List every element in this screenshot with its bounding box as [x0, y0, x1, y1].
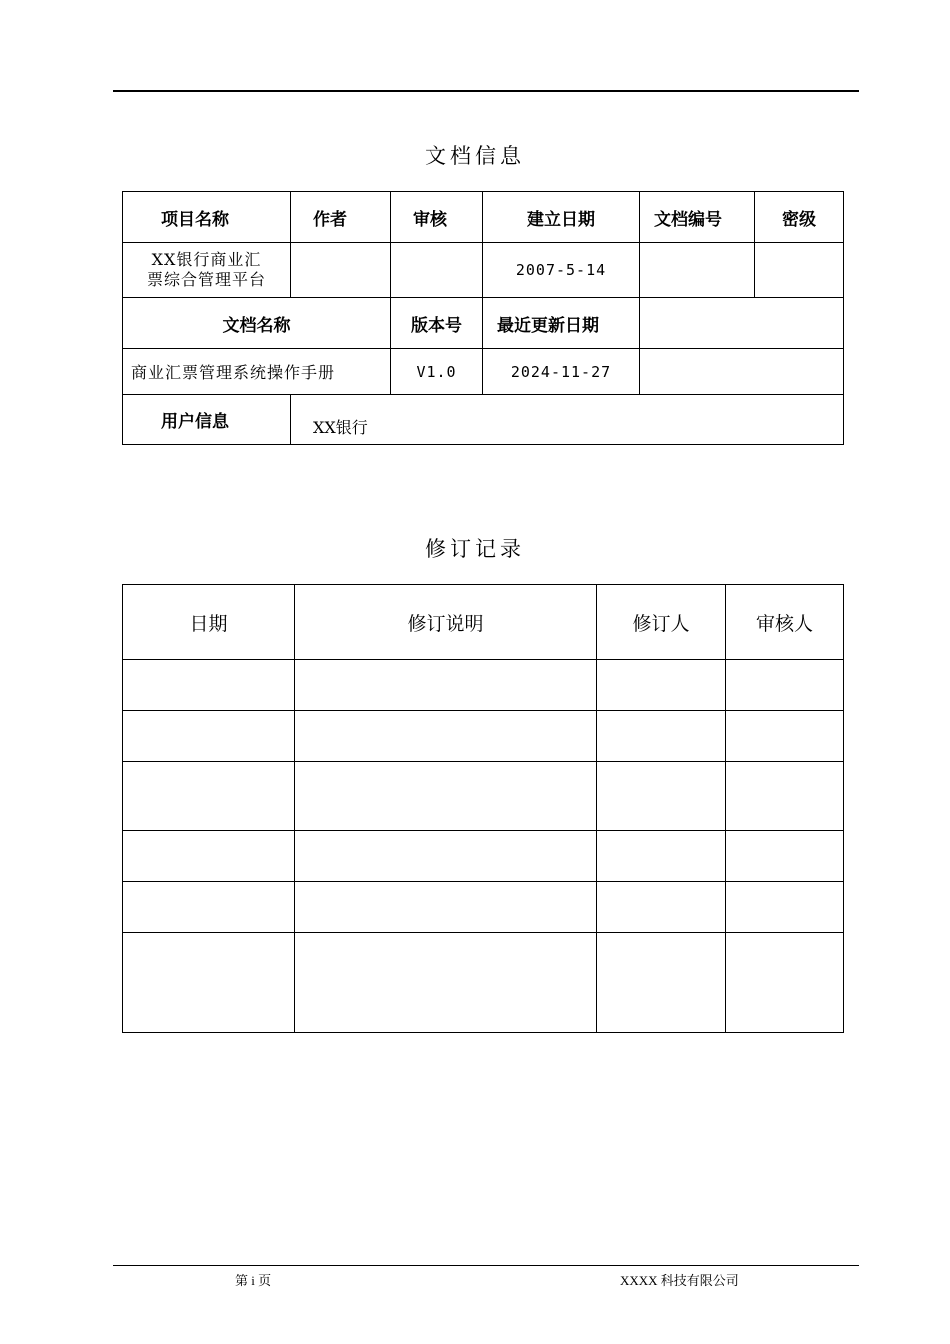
table-row — [123, 933, 844, 1033]
project-name-header: 项目名称 — [123, 192, 291, 243]
revision-cell — [597, 831, 726, 882]
revision-cell — [726, 711, 844, 762]
footer-rule — [113, 1265, 859, 1266]
empty-cell — [640, 298, 844, 349]
reviewer-value — [391, 243, 483, 298]
revision-cell — [597, 933, 726, 1033]
table-row — [123, 660, 844, 711]
doc-info-value-row — [123, 243, 844, 298]
version-header: 版本号 — [391, 298, 483, 349]
doc-info-header-row-2 — [123, 298, 844, 349]
reviewer-header: 审核 — [391, 192, 483, 243]
user-info-value: XX银行 — [291, 395, 844, 445]
security-level-header: 密级 — [755, 192, 844, 243]
revision-cell — [123, 660, 295, 711]
revision-date-header: 日期 — [123, 585, 295, 660]
revision-cell — [295, 711, 597, 762]
revision-cell — [597, 660, 726, 711]
revision-title: 修订记录 — [425, 537, 525, 561]
table-row — [123, 831, 844, 882]
table-row — [123, 711, 844, 762]
revision-table — [122, 584, 844, 1033]
doc-name-header: 文档名称 — [123, 298, 391, 349]
revision-cell — [726, 933, 844, 1033]
doc-info-table — [122, 191, 844, 445]
project-name-line1: XX银行商业汇 — [151, 250, 262, 269]
doc-number-header: 文档编号 — [640, 192, 755, 243]
revision-cell — [295, 762, 597, 831]
doc-name-value: 商业汇票管理系统操作手册 — [123, 349, 391, 395]
doc-info-header-row — [123, 192, 844, 243]
revision-author-header: 修订人 — [597, 585, 726, 660]
revision-cell — [295, 660, 597, 711]
version-value: V1.0 — [391, 349, 483, 395]
footer-company: XXXX 科技有限公司 — [620, 1273, 739, 1288]
revision-cell — [597, 882, 726, 933]
revision-cell — [295, 831, 597, 882]
revision-header-row — [123, 585, 844, 660]
last-updated-header: 最近更新日期 — [483, 298, 640, 349]
revision-cell — [295, 882, 597, 933]
empty-cell — [640, 349, 844, 395]
doc-info-title: 文档信息 — [425, 144, 525, 168]
user-info-row — [123, 395, 844, 445]
revision-cell — [726, 762, 844, 831]
revision-cell — [123, 762, 295, 831]
revision-desc-header: 修订说明 — [295, 585, 597, 660]
author-value — [291, 243, 391, 298]
security-level-value — [755, 243, 844, 298]
revision-cell — [123, 711, 295, 762]
project-name-value — [123, 243, 291, 298]
revision-cell — [726, 660, 844, 711]
revision-cell — [123, 882, 295, 933]
revision-reviewer-header: 审核人 — [726, 585, 844, 660]
doc-info-value-row-2 — [123, 349, 844, 395]
revision-cell — [726, 882, 844, 933]
revision-cell — [597, 711, 726, 762]
created-date-header: 建立日期 — [483, 192, 640, 243]
last-updated-value: 2024-11-27 — [483, 349, 640, 395]
project-name-line2: 票综合管理平台 — [146, 270, 266, 289]
created-date-value: 2007-5-14 — [483, 243, 640, 298]
header-rule — [113, 90, 859, 92]
user-info-label: 用户信息 — [123, 395, 291, 445]
doc-number-value — [640, 243, 755, 298]
revision-cell — [597, 762, 726, 831]
revision-cell — [295, 933, 597, 1033]
table-row — [123, 762, 844, 831]
table-row — [123, 882, 844, 933]
revision-cell — [726, 831, 844, 882]
revision-cell — [123, 831, 295, 882]
footer-page-number: 第 i 页 — [235, 1273, 272, 1288]
author-header: 作者 — [291, 192, 391, 243]
revision-cell — [123, 933, 295, 1033]
